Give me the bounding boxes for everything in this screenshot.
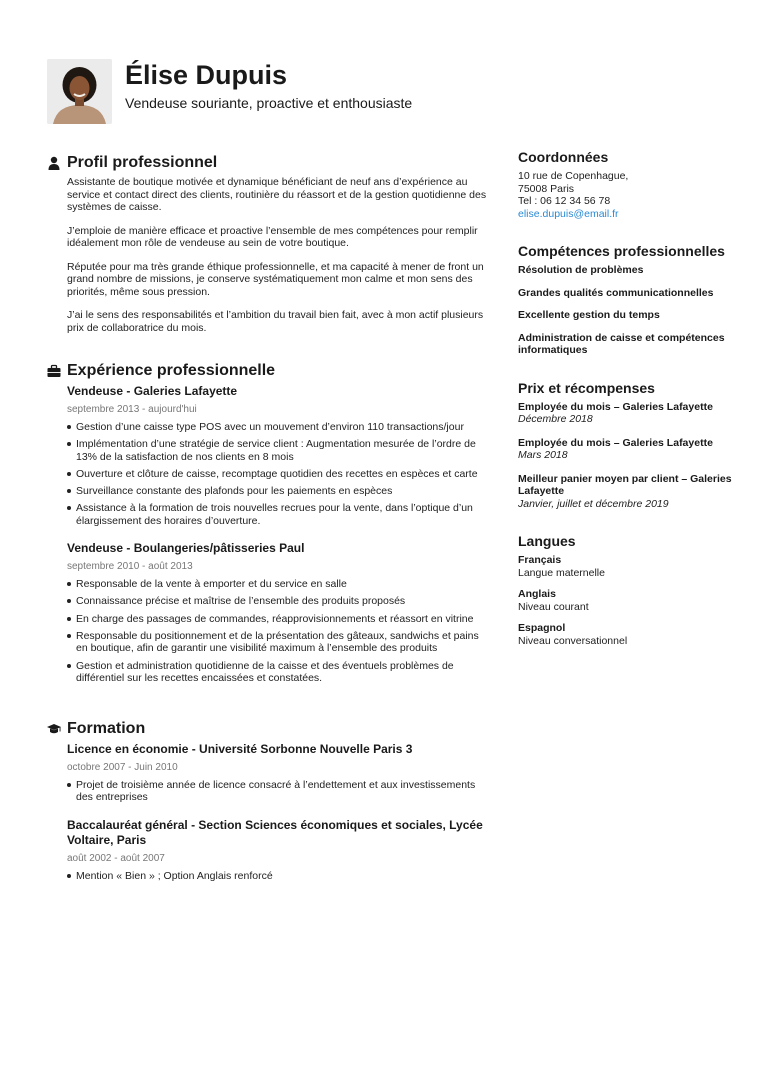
main-column bbox=[47, 152, 487, 902]
language-name: Anglais bbox=[518, 588, 556, 600]
list-item: Ouverture et clôture de caisse, recomptage quotidien des recettes en espèces et carte bbox=[67, 468, 487, 480]
section-header bbox=[47, 360, 487, 382]
list-item: Mention « Bien » ; Option Anglais renforcé bbox=[67, 870, 487, 882]
degree-title: Baccalauréat général - Section Sciences économiques et sociales, Lycée Voltaire, Paris bbox=[67, 817, 483, 847]
awards-section bbox=[518, 379, 733, 511]
graduation-cap-icon bbox=[47, 722, 61, 736]
section-title: Prix et récompenses bbox=[518, 379, 655, 396]
side-column bbox=[518, 148, 733, 669]
skill-item: Administration de caisse et compétences informatiques bbox=[518, 331, 725, 356]
profile-photo bbox=[47, 59, 112, 124]
profile-paragraph: J’emploie de manière efficace et proactive l’ensemble de mes compétences pour remplir idéalement mon rôle de vendeuse au sein de votre boutique. bbox=[67, 224, 478, 249]
job-date: septembre 2010 - août 2013 bbox=[67, 561, 193, 573]
contact-section bbox=[518, 148, 733, 220]
languages-section bbox=[518, 532, 733, 647]
list-item: Gestion d’une caisse type POS avec un mouvement d’environ 110 transactions/jour bbox=[67, 421, 487, 433]
language-entry bbox=[518, 622, 733, 647]
award-title: Employée du mois – Galeries Lafayette bbox=[518, 400, 713, 413]
job-title: Vendeuse - Boulangeries/pâtisseries Paul bbox=[67, 541, 305, 556]
list-item: En charge des passages de commandes, réapprovisionnements et réassort en vitrine bbox=[67, 613, 487, 625]
address-line: 75008 Paris bbox=[518, 182, 575, 195]
section-header bbox=[47, 152, 487, 174]
portrait-image bbox=[47, 59, 112, 124]
language-level: Niveau courant bbox=[518, 600, 589, 613]
user-icon bbox=[47, 156, 61, 170]
language-entry bbox=[518, 554, 733, 579]
award-title: Meilleur panier moyen par client – Galeries Lafayette bbox=[518, 472, 732, 497]
award-entry bbox=[518, 437, 733, 462]
language-level: Langue maternelle bbox=[518, 566, 605, 579]
experience-section bbox=[47, 360, 487, 684]
degree-title: Licence en économie - Université Sorbonne Nouvelle Paris 3 bbox=[67, 742, 413, 757]
education-entry bbox=[67, 818, 487, 882]
briefcase-icon bbox=[47, 364, 61, 378]
list-item: Responsable de la vente à emporter et du service en salle bbox=[67, 578, 487, 590]
list-item: Surveillance constante des plafonds pour les paiements en espèces bbox=[67, 485, 487, 497]
candidate-tagline: Vendeuse souriante, proactive et enthousiaste bbox=[125, 95, 413, 111]
job-entry bbox=[67, 384, 487, 527]
section-title: Expérience professionnelle bbox=[67, 362, 276, 379]
list-item: Implémentation d’une stratégie de service client : Augmentation mesurée de l’ordre de 13% de la satisfaction de nos clients en 8 mois bbox=[67, 438, 487, 463]
section-title: Profil professionnel bbox=[67, 154, 218, 171]
language-name: Français bbox=[518, 554, 562, 566]
skill-item: Résolution de problèmes bbox=[518, 264, 644, 276]
award-date: Janvier, juillet et décembre 2019 bbox=[518, 497, 669, 510]
job-date: septembre 2013 - aujourd'hui bbox=[67, 404, 197, 415]
section-header bbox=[47, 718, 487, 740]
degree-date: octobre 2007 - Juin 2010 bbox=[67, 762, 178, 774]
profile-section bbox=[47, 152, 487, 334]
award-entry bbox=[518, 473, 733, 511]
list-item: Projet de troisième année de licence consacré à l’endettement et aux investissements des entreprises bbox=[67, 779, 487, 804]
list-item: Gestion et administration quotidienne de la caisse et des éventuels problèmes de différentiel sur les recettes encaissées et constatées. bbox=[67, 660, 487, 685]
job-title: Vendeuse - Galeries Lafayette bbox=[67, 384, 238, 398]
award-date: Mars 2018 bbox=[518, 449, 568, 461]
profile-paragraph: Assistante de boutique motivée et dynamique bénéficiant de neuf ans d’expérience au service et contact direct des clients, routinière du réassort et de la gestion quotidienne des systèmes de caisse. bbox=[67, 176, 487, 213]
degree-date: août 2002 - août 2007 bbox=[67, 852, 165, 864]
section-title: Compétences professionnelles bbox=[518, 243, 725, 259]
job-entry bbox=[67, 541, 487, 684]
section-title: Formation bbox=[67, 720, 146, 738]
education-entry bbox=[67, 742, 487, 804]
list-item: Assistance à la formation de trois nouvelles recrues pour la vente, dans l’optique d’un élargissement des horaires d’ouverture. bbox=[67, 502, 487, 527]
language-level: Niveau conversationnel bbox=[518, 634, 628, 647]
skills-section bbox=[518, 242, 733, 357]
candidate-name: Élise Dupuis bbox=[125, 60, 288, 90]
list-item: Responsable du positionnement et de la présentation des gâteaux, sandwichs et pains en boutique, afin de garantir une visibilité maximum à l’ensemble des produits bbox=[67, 630, 487, 655]
award-date: Décembre 2018 bbox=[518, 413, 593, 425]
phone-number: Tel : 06 12 34 56 78 bbox=[518, 195, 611, 207]
email-link[interactable]: elise.dupuis@email.fr bbox=[518, 207, 619, 220]
award-entry bbox=[518, 401, 733, 426]
skill-item: Excellente gestion du temps bbox=[518, 309, 660, 321]
section-title: Coordonnées bbox=[518, 149, 609, 165]
profile-paragraph: J’ai le sens des responsabilités et l’ambition du travail bien fait, avec à mon actif plusieurs prix de collaboratrice du mois. bbox=[67, 309, 484, 334]
language-name: Espagnol bbox=[518, 622, 566, 634]
skill-item: Grandes qualités communicationnelles bbox=[518, 286, 714, 299]
section-title: Langues bbox=[518, 533, 576, 549]
list-item: Connaissance précise et maîtrise de l’ensemble des produits proposés bbox=[67, 595, 487, 607]
profile-paragraph: Réputée pour ma très grande éthique professionnelle, et ma capacité à mener de front un grand nombre de missions, je conserve systématiquement mon calme et mon sens des priorités, même sous pression. bbox=[67, 260, 484, 298]
address-line: 10 rue de Copenhague, bbox=[518, 170, 629, 182]
award-title: Employée du mois – Galeries Lafayette bbox=[518, 436, 713, 449]
language-entry bbox=[518, 588, 733, 613]
education-section bbox=[47, 718, 487, 882]
